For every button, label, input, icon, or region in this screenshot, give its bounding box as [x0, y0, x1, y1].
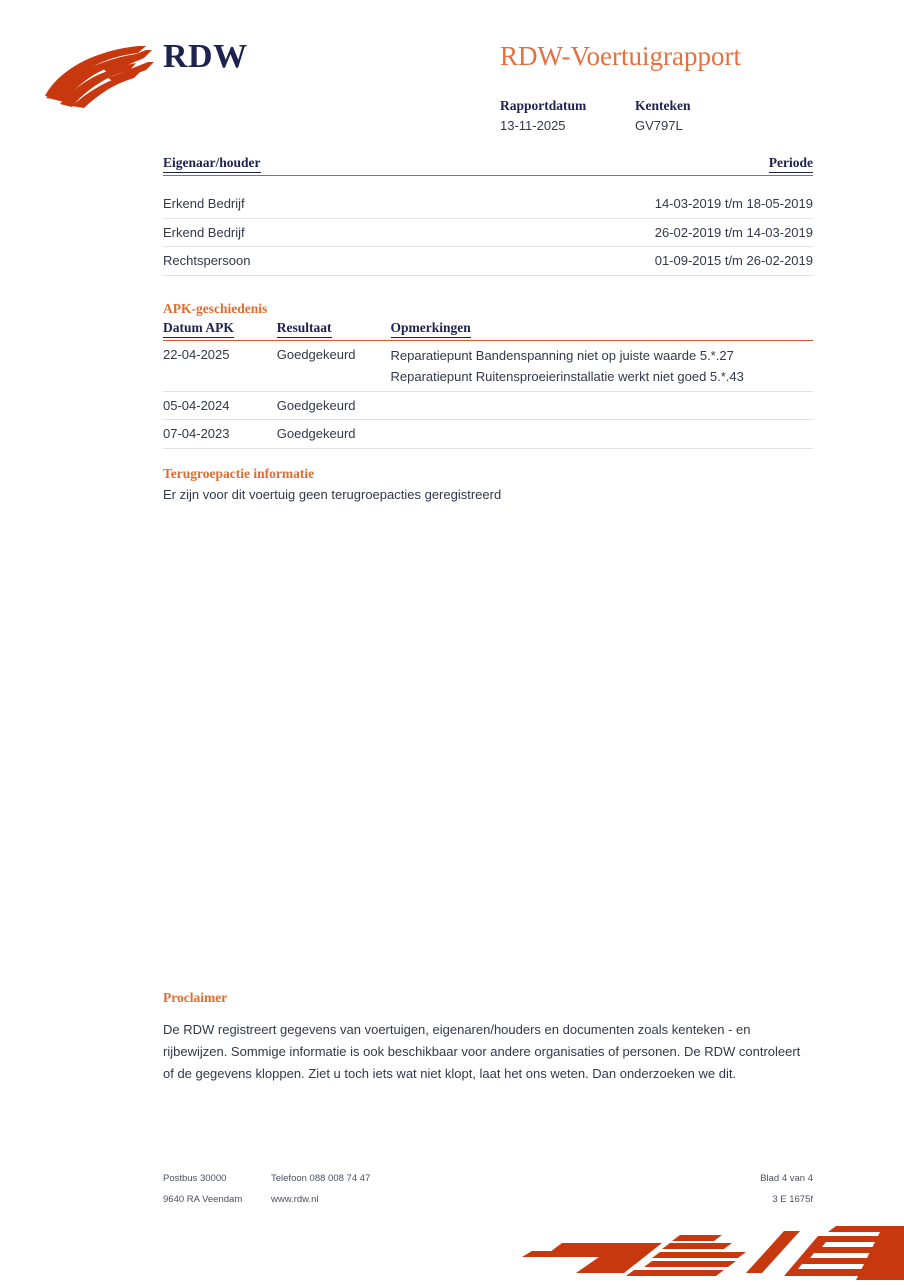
- footer-row-second: [163, 1189, 813, 1210]
- license-plate-value: GV797L: [635, 117, 683, 133]
- table-row: [163, 420, 813, 449]
- period-cell: 26-02-2019 t/m 14-03-2019: [521, 218, 814, 247]
- table-spacer: [163, 176, 813, 191]
- table-row: [163, 247, 813, 276]
- apk-date-cell: 07-04-2023: [163, 420, 277, 449]
- page-footer: [163, 1168, 813, 1211]
- owner-cell: Erkend Bedrijf: [163, 218, 521, 247]
- owner-holder-table: [163, 155, 813, 276]
- apk-header-row: [163, 320, 813, 341]
- apk-date-cell: 05-04-2024: [163, 391, 277, 420]
- apk-result-cell: Goedgekeurd: [277, 340, 391, 391]
- rdw-wordmark: RDW: [163, 38, 248, 75]
- footer-page-indicator: Blad 4 van 4: [760, 1173, 813, 1184]
- apk-history-heading: APK-geschiedenis: [163, 301, 268, 316]
- apk-history-table: [163, 320, 813, 449]
- report-meta-labels: [500, 96, 830, 116]
- apk-remarks-cell: [391, 340, 814, 391]
- column-header-apk-result: Resultaat: [277, 320, 391, 341]
- footer-row-first: [163, 1168, 813, 1189]
- footer-address-line2: 9640 RA Veendam: [163, 1194, 243, 1206]
- apk-remarks-cell: [391, 391, 814, 420]
- table-row: [163, 218, 813, 247]
- column-header-apk-date: Datum APK: [163, 320, 277, 341]
- period-cell: 01-09-2015 t/m 26-02-2019: [521, 247, 814, 276]
- proclaimer-text: De RDW registreert gegevens van voertuigen, eigenaren/houders en documenten zoals kenteken - en rijbewijzen. Sommige informatie is ook beschikbaar voor andere organisaties of personen. De RDW controleert of de gegevens kloppen. Ziet u toch iets wat niet klopt, laat het ons weten. Dan onderzoeken we dit.: [163, 1021, 801, 1082]
- apk-result-cell: Goedgekeurd: [277, 420, 391, 449]
- owner-holder-section: [163, 155, 813, 276]
- recall-text: Er zijn voor dit voertuig geen terugroepacties geregistreerd: [163, 486, 502, 502]
- table-row: [163, 340, 813, 391]
- report-meta: [500, 96, 830, 136]
- apk-history-section: [163, 300, 813, 449]
- owner-holder-header-row: [163, 155, 813, 176]
- page-title: RDW-Voertuigrapport: [500, 41, 741, 71]
- footer-phone: Telefoon 088 008 74 47: [271, 1173, 371, 1184]
- column-header-period: Periode: [521, 155, 814, 176]
- column-header-apk-remarks: Opmerkingen: [391, 320, 814, 341]
- footer-address-line1: Postbus 30000: [163, 1173, 227, 1184]
- proclaimer-heading: Proclaimer: [163, 990, 228, 1005]
- proclaimer-section: [163, 989, 813, 1086]
- apk-remarks-cell: [391, 420, 814, 449]
- footer-form-code: 3 E 1675f: [772, 1194, 813, 1206]
- rdw-speed-stripes-graphic-icon: [484, 1218, 904, 1280]
- table-row: [163, 391, 813, 420]
- rdw-feather-logo-icon: [42, 38, 160, 110]
- report-date-label: Rapportdatum: [500, 98, 587, 113]
- report-date-value: 13-11-2025: [500, 117, 566, 133]
- apk-date-cell: 22-04-2025: [163, 340, 277, 391]
- column-header-owner: Eigenaar/houder: [163, 155, 521, 176]
- period-cell: 14-03-2019 t/m 18-05-2019: [521, 190, 814, 218]
- recall-heading: Terugroepactie informatie: [163, 466, 315, 481]
- apk-result-cell: Goedgekeurd: [277, 391, 391, 420]
- report-meta-values: [500, 116, 830, 136]
- owner-cell: Erkend Bedrijf: [163, 190, 521, 218]
- table-row: [163, 190, 813, 218]
- document-header: [0, 0, 904, 150]
- owner-cell: Rechtspersoon: [163, 247, 521, 276]
- license-plate-label: Kenteken: [635, 98, 691, 113]
- footer-website-link[interactable]: www.rdw.nl: [271, 1194, 319, 1206]
- recall-section: [163, 465, 813, 505]
- apk-remark-line: Reparatiepunt Bandenspanning niet op juiste waarde 5.*.27: [390, 347, 734, 363]
- apk-remark-line: Reparatiepunt Ruitensproeierinstallatie werkt niet goed 5.*.43: [390, 368, 744, 384]
